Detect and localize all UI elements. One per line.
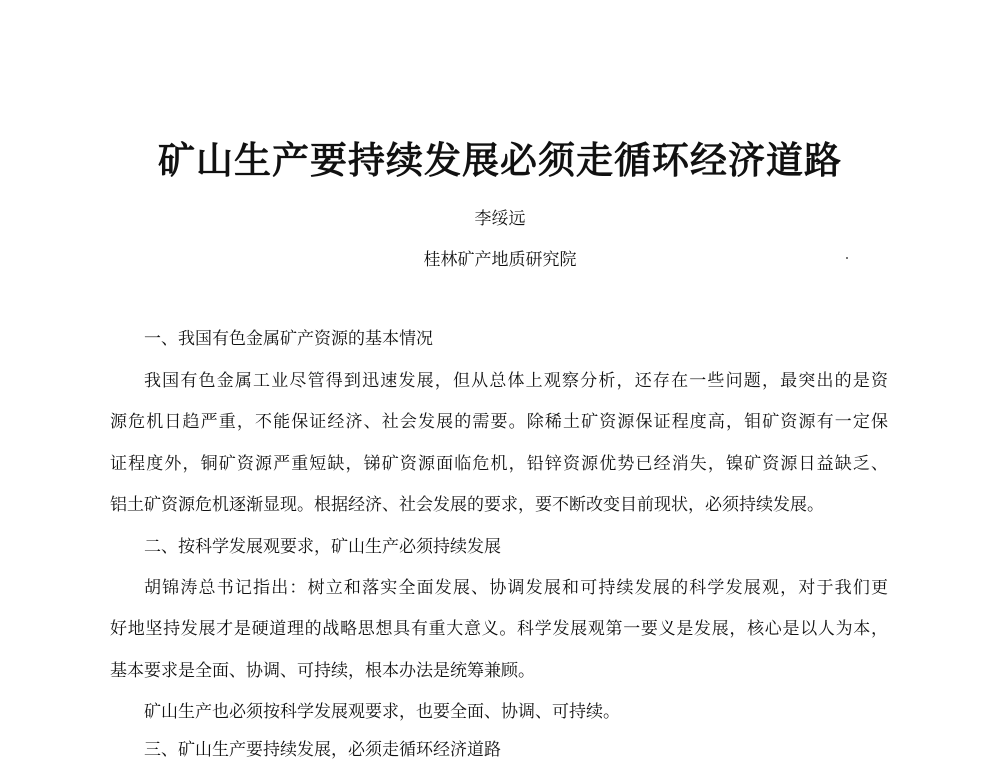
section-heading-2: 二、按科学发展观要求，矿山生产必须持续发展	[144, 537, 501, 557]
body-line: 我国有色金属工业尽管得到迅速发展，但从总体上观察分析，还存在一些问题，最突出的是资	[144, 371, 888, 391]
body-line: 基本要求是全面、协调、可持续，根本办法是统筹兼顾。	[110, 661, 535, 681]
body-line: 好地坚持发展才是硬道理的战略思想具有重大意义。科学发展观第一要义是发展，核心是以人为本，	[110, 619, 888, 639]
body-line: 证程度外，铜矿资源严重短缺，锑矿资源面临危机，铅锌资源优势已经消失，镍矿资源日益缺乏、	[110, 454, 888, 474]
body-line: 矿山生产也必须按科学发展观要求，也要全面、协调、可持续。	[144, 702, 620, 722]
scan-speck	[846, 257, 848, 259]
section-heading-1: 一、我国有色金属矿产资源的基本情况	[144, 329, 433, 349]
body-line: 源危机日趋严重，不能保证经济、社会发展的需要。除稀土矿资源保证程度高，钼矿资源有一定保	[110, 412, 888, 432]
author-affiliation: 桂林矿产地质研究院	[423, 250, 577, 270]
section-heading-3: 三、矿山生产要持续发展，必须走循环经济道路	[144, 740, 501, 760]
author-name: 李绥远	[474, 209, 526, 229]
body-line: 胡锦涛总书记指出：树立和落实全面发展、协调发展和可持续发展的科学发展观，对于我们更	[144, 578, 888, 598]
body-line: 铝土矿资源危机逐渐显现。根据经济、社会发展的要求，要不断改变目前现状，必须持续发展。	[110, 495, 824, 515]
document-title: 矿山生产要持续发展必须走循环经济道路	[158, 138, 842, 182]
